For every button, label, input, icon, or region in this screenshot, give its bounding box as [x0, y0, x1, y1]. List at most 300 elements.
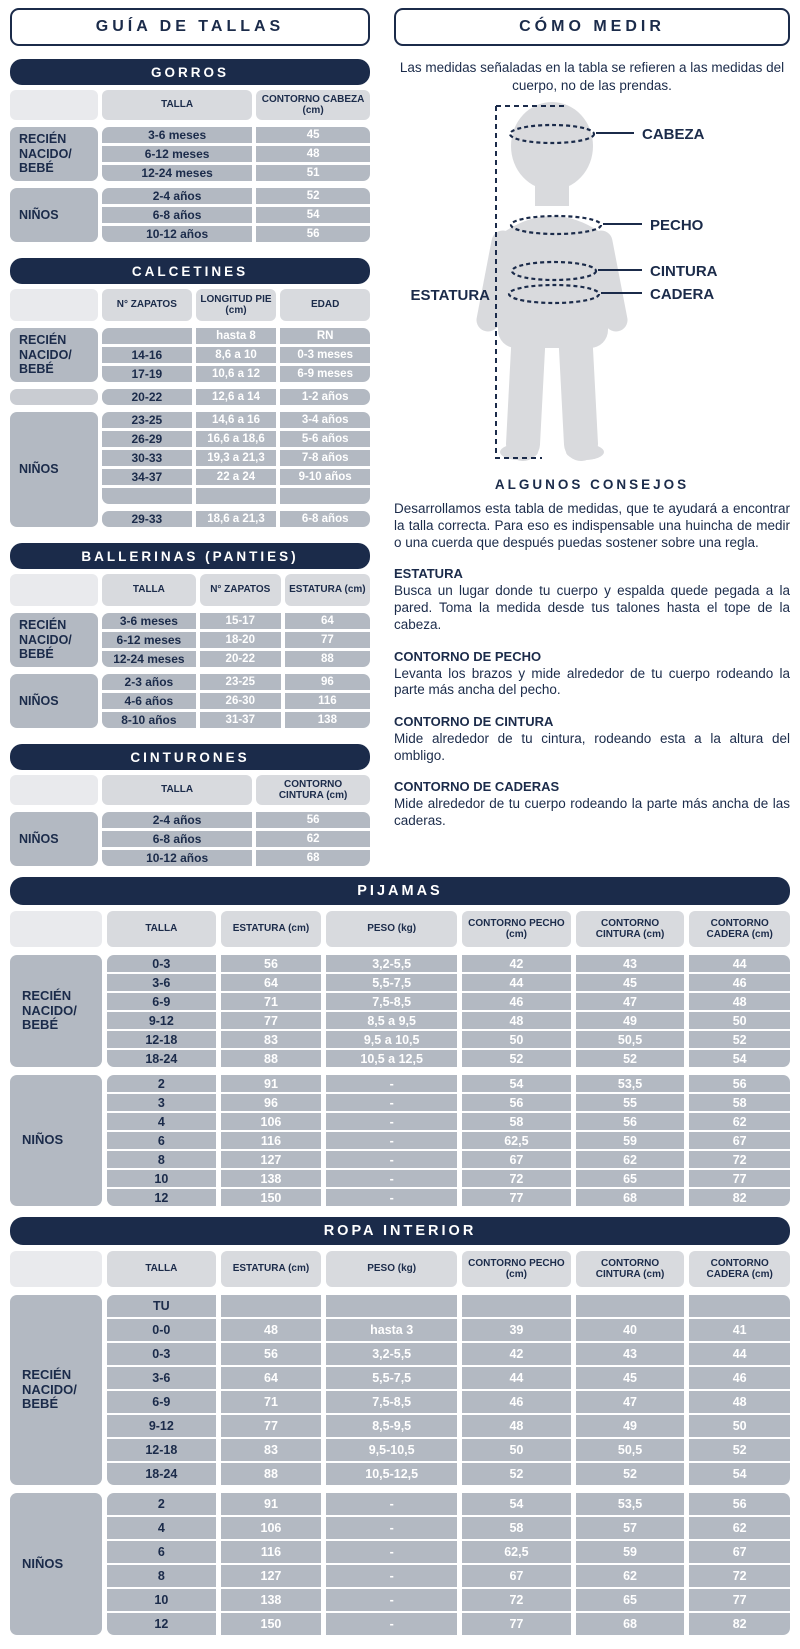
- table-cell: 18-24: [107, 1463, 216, 1485]
- table-cell: 91: [221, 1493, 322, 1515]
- table-cell: 6-8 años: [102, 207, 252, 223]
- table-columns: [10, 289, 370, 527]
- table-title-bar: GORROS: [10, 59, 370, 85]
- table-row-block: [107, 955, 790, 1067]
- table-cell: 7,5-8,5: [326, 1391, 457, 1413]
- table-cell: 8,6 a 10: [196, 347, 277, 363]
- table-row: [107, 1391, 790, 1413]
- table-header-cell: ESTATURA (cm): [285, 574, 370, 606]
- table-cell: 20-22: [200, 651, 281, 667]
- table-row: [102, 366, 370, 382]
- table-cell: 8,5-9,5: [326, 1415, 457, 1437]
- table-cell: 44: [462, 1367, 571, 1389]
- table-cell: [326, 1295, 457, 1317]
- table-header-cell: PESO (kg): [326, 1251, 457, 1287]
- table-header-row: [102, 775, 370, 805]
- tip-body: Busca un lugar donde tu cuerpo y espalda quede pegada a la pared. Toma la medida desde tus talones hasta el tope de la cabeza.: [394, 583, 790, 632]
- table-cell: 5,5-7,5: [326, 974, 457, 991]
- table-cell: 26-30: [200, 693, 281, 709]
- table-cell: 96: [285, 674, 370, 690]
- table-header-cell: CONTORNO CADERA (cm): [689, 911, 790, 947]
- table-row-block: [102, 127, 370, 181]
- table-cell: 50: [689, 1415, 790, 1437]
- waist-label: CINTURA: [650, 263, 718, 281]
- group-label-column: [10, 289, 98, 527]
- table-cell: 2: [107, 1493, 216, 1515]
- table-cell: 58: [462, 1517, 571, 1539]
- table-cell: [196, 488, 277, 504]
- row-group-label: [10, 613, 98, 667]
- table-row: [102, 693, 370, 709]
- table-row: [102, 469, 370, 485]
- table-cell: 88: [221, 1463, 322, 1485]
- table-cell: 6-8 años: [280, 511, 370, 527]
- table-cell: 68: [256, 850, 370, 866]
- table-row: [102, 812, 370, 828]
- table-cell: -: [326, 1094, 457, 1111]
- table-cell: -: [326, 1075, 457, 1092]
- table-columns: [10, 775, 370, 866]
- table-cell: 45: [576, 974, 685, 991]
- table-cell: [102, 488, 192, 504]
- table-cell: 2-4 años: [102, 812, 252, 828]
- table-cell: 67: [689, 1541, 790, 1563]
- row-group-label-text: RECIÉN NACIDO/ BEBÉ: [22, 1366, 77, 1412]
- table-cell: 52: [689, 1439, 790, 1461]
- table-cell: 150: [221, 1189, 322, 1206]
- table-row: [107, 1132, 790, 1149]
- table-cell: 72: [689, 1565, 790, 1587]
- table-cell: 116: [285, 693, 370, 709]
- table-cell: 43: [576, 955, 685, 972]
- table-cell: 29-33: [102, 511, 192, 527]
- table-cell: 62: [256, 831, 370, 847]
- table-row: [102, 632, 370, 648]
- table-cell: 64: [221, 974, 322, 991]
- table-cell: 10,5-12,5: [326, 1463, 457, 1485]
- table-cell: 83: [221, 1031, 322, 1048]
- table-cell: 62: [576, 1565, 685, 1587]
- row-group-label: [10, 127, 98, 181]
- row-group-label: [10, 812, 98, 866]
- table-cell: 0-3 meses: [280, 347, 370, 363]
- table-cell: 10-12 años: [102, 850, 252, 866]
- table-cell: 56: [689, 1493, 790, 1515]
- table-cell: 127: [221, 1151, 322, 1168]
- table-cell: 68: [576, 1613, 685, 1635]
- head-label: CABEZA: [642, 126, 705, 144]
- table-cell: 3-6 meses: [102, 127, 252, 143]
- table-cell: 14-16: [102, 347, 192, 363]
- table-row: [107, 993, 790, 1010]
- table-cell: 8: [107, 1565, 216, 1587]
- table-cell: 9,5 a 10,5: [326, 1031, 457, 1048]
- table-header-row: [102, 574, 370, 606]
- table-body-column: [102, 775, 370, 866]
- table-header-cell: TALLA: [107, 1251, 216, 1287]
- table-cell: 30-33: [102, 450, 192, 466]
- table-cell: 56: [576, 1113, 685, 1130]
- row-group-label-text: NIÑOS: [19, 207, 59, 222]
- table-cell: 52: [256, 188, 370, 204]
- table-cell: 48: [221, 1319, 322, 1341]
- tip-heading: CONTORNO DE CADERAS: [394, 779, 560, 795]
- corner-spacer-cell: [10, 1251, 102, 1287]
- table-row: [102, 207, 370, 223]
- table-cell: 43: [576, 1343, 685, 1365]
- table-header-cell: N° ZAPATOS: [102, 289, 192, 321]
- table-body-column: [107, 911, 790, 1206]
- left-tables-stack: [10, 59, 370, 866]
- table-cell: 49: [576, 1012, 685, 1029]
- table-cell: 4: [107, 1517, 216, 1539]
- table-cell: 44: [689, 955, 790, 972]
- table-cell: 3-6 meses: [102, 613, 196, 629]
- table-cell: 34-37: [102, 469, 192, 485]
- table-cell: 91: [221, 1075, 322, 1092]
- table-cell: [102, 328, 192, 344]
- table-cell: 138: [285, 712, 370, 728]
- table-cell: 67: [689, 1132, 790, 1149]
- table-row: [102, 389, 370, 405]
- table-cell: 8,5 a 9,5: [326, 1012, 457, 1029]
- table-cell: 9,5-10,5: [326, 1439, 457, 1461]
- table-header-cell: CONTORNO CINTURA (cm): [576, 911, 685, 947]
- row-group-label: [10, 1075, 102, 1206]
- table-cell: 20-22: [102, 389, 192, 405]
- table-cell: 4: [107, 1113, 216, 1130]
- table-cell: 50,5: [576, 1031, 685, 1048]
- table-cell: hasta 3: [326, 1319, 457, 1341]
- table-cell: 59: [576, 1132, 685, 1149]
- corner-spacer-cell: [10, 911, 102, 947]
- table-cell: [689, 1295, 790, 1317]
- table-cell: 64: [221, 1367, 322, 1389]
- table-cell: RN: [280, 328, 370, 344]
- table-cell: 9-12: [107, 1415, 216, 1437]
- hip-label: CADERA: [650, 286, 715, 304]
- table-cell: [576, 1295, 685, 1317]
- table-cell: 72: [462, 1589, 571, 1611]
- table-cell: 46: [689, 1367, 790, 1389]
- table-header-cell: TALLA: [102, 574, 196, 606]
- table-header-cell: CONTORNO PECHO (cm): [462, 1251, 571, 1287]
- table-row: [107, 1319, 790, 1341]
- table-header-cell: TALLA: [102, 90, 252, 120]
- table-cell: 31-37: [200, 712, 281, 728]
- table-cell: 6: [107, 1541, 216, 1563]
- table-cell: 5-6 años: [280, 431, 370, 447]
- table-row-block: [102, 412, 370, 504]
- table-title-bar: ROPA INTERIOR: [10, 1217, 790, 1245]
- table-cell: 10,5 a 12,5: [326, 1050, 457, 1067]
- row-group-label: [10, 955, 102, 1067]
- row-group-label: [10, 1493, 102, 1635]
- table-row: [107, 1031, 790, 1048]
- table-cell: -: [326, 1151, 457, 1168]
- table-cell: 54: [462, 1075, 571, 1092]
- table-cell: 77: [689, 1170, 790, 1187]
- tip-heading: CONTORNO DE CINTURA: [394, 713, 554, 729]
- measure-intro-text: Las medidas señaladas en la tabla se refieren a las medidas del cuerpo, no de las prendas.: [399, 60, 785, 93]
- row-group-label-text: RECIÉN NACIDO/ BEBÉ: [19, 132, 72, 176]
- table-cell: [462, 1295, 571, 1317]
- table-cell: 10: [107, 1589, 216, 1611]
- table-cell: -: [326, 1493, 457, 1515]
- table-cell: 3: [107, 1094, 216, 1111]
- table-cell: 3-6: [107, 974, 216, 991]
- table-cell: 44: [462, 974, 571, 991]
- table-cell: [280, 488, 370, 504]
- table-row: [107, 1050, 790, 1067]
- chest-label: PECHO: [650, 217, 704, 235]
- child-silhouette: [488, 102, 616, 460]
- table-header-cell: PESO (kg): [326, 911, 457, 947]
- table-row-block: [102, 812, 370, 866]
- row-group-label-text: RECIÉN NACIDO/ BEBÉ: [22, 987, 77, 1033]
- group-label-column: [10, 90, 98, 242]
- table-cell: -: [326, 1132, 457, 1149]
- table-cell: 10: [107, 1170, 216, 1187]
- tips-heading: ALGUNOS CONSEJOS: [494, 477, 690, 493]
- table-cell: 6-12 meses: [102, 632, 196, 648]
- table-header-cell: ESTATURA (cm): [221, 911, 322, 947]
- table-row: [107, 1151, 790, 1168]
- table-header-cell: TALLA: [107, 911, 216, 947]
- table-cell: 14,6 a 16: [196, 412, 277, 428]
- table-columns: [10, 1251, 790, 1635]
- row-group-label: [10, 389, 98, 405]
- table-cell: 2-3 años: [102, 674, 196, 690]
- table-row: [102, 226, 370, 242]
- table-cell: 50: [689, 1012, 790, 1029]
- table-cell: 50,5: [576, 1439, 685, 1461]
- table-header-row: [107, 1251, 790, 1287]
- table-cell: 23-25: [102, 412, 192, 428]
- table-columns: [10, 90, 370, 242]
- table-cell: 23-25: [200, 674, 281, 690]
- table-cell: 10,6 a 12: [196, 366, 277, 382]
- table-body-column: [102, 289, 370, 527]
- table-header-cell: CONTORNO CADERA (cm): [689, 1251, 790, 1287]
- how-to-measure-column: [394, 8, 790, 866]
- table-cell: 58: [689, 1094, 790, 1111]
- table-row: [102, 328, 370, 344]
- table-cell: TU: [107, 1295, 216, 1317]
- table-cell: 18-20: [200, 632, 281, 648]
- table-cell: 106: [221, 1517, 322, 1539]
- table-cell: 62: [689, 1113, 790, 1130]
- how-to-measure-title: [394, 8, 790, 46]
- tip-contorno-cintura: [394, 714, 790, 764]
- size-tables-column: [10, 8, 370, 866]
- table-cell: 53,5: [576, 1493, 685, 1515]
- table-cell: 48: [256, 146, 370, 162]
- table-row-block: [102, 389, 370, 405]
- table-row: [107, 1439, 790, 1461]
- table-cell: -: [326, 1613, 457, 1635]
- table-cell: -: [326, 1170, 457, 1187]
- table-header-row: [102, 289, 370, 321]
- table-cell: 3,2-5,5: [326, 955, 457, 972]
- table-cell: 41: [689, 1319, 790, 1341]
- table-cell: 8-10 años: [102, 712, 196, 728]
- table-cell: 62: [689, 1517, 790, 1539]
- table-cell: 57: [576, 1517, 685, 1539]
- pijamas-table: [10, 877, 790, 1206]
- row-group-label-text: NIÑOS: [22, 1555, 64, 1571]
- table-row-block: [107, 1295, 790, 1485]
- table-cell: 12: [107, 1613, 216, 1635]
- table-header-cell: CONTORNO CINTURA (cm): [256, 775, 370, 805]
- table-row: [107, 1517, 790, 1539]
- table-header-cell: ESTATURA (cm): [221, 1251, 322, 1287]
- table-cell: 67: [462, 1151, 571, 1168]
- table-cell: 9-10 años: [280, 469, 370, 485]
- table-columns: [10, 911, 790, 1206]
- height-label: ESTATURA: [410, 287, 490, 305]
- table-header-cell: N° ZAPATOS: [200, 574, 281, 606]
- table-cell: 45: [576, 1367, 685, 1389]
- table-cell: 9-12: [107, 1012, 216, 1029]
- table-header-cell: CONTORNO PECHO (cm): [462, 911, 571, 947]
- table-cell: 2-4 años: [102, 188, 252, 204]
- table-cell: 15-17: [200, 613, 281, 629]
- table-cell: 49: [576, 1415, 685, 1437]
- body-diagram-svg: [394, 100, 778, 468]
- table-cell: 48: [689, 993, 790, 1010]
- table-row: [102, 188, 370, 204]
- table-cell: 5,5-7,5: [326, 1367, 457, 1389]
- table-body-column: [102, 90, 370, 242]
- table-cell: 68: [576, 1189, 685, 1206]
- table-cell: 26-29: [102, 431, 192, 447]
- table-body-column: [102, 574, 370, 728]
- table-cell: 47: [576, 1391, 685, 1413]
- ropa-interior-table: [10, 1217, 790, 1635]
- table-cell: -: [326, 1541, 457, 1563]
- table-row: [102, 831, 370, 847]
- table-cell: 40: [576, 1319, 685, 1341]
- table-cell: 16,6 a 18,6: [196, 431, 277, 447]
- table-header-cell: EDAD: [280, 289, 370, 321]
- table-cell: 6-12 meses: [102, 146, 252, 162]
- table-cell: 42: [462, 955, 571, 972]
- corner-spacer-cell: [10, 90, 98, 120]
- row-group-label-text: RECIÉN NACIDO/ BEBÉ: [19, 618, 72, 662]
- table-row: [107, 1012, 790, 1029]
- table-cell: 116: [221, 1132, 322, 1149]
- table-cell: 65: [576, 1589, 685, 1611]
- table-cell: 83: [221, 1439, 322, 1461]
- table-cell: 53,5: [576, 1075, 685, 1092]
- table-cell: 138: [221, 1170, 322, 1187]
- table-cell: 58: [462, 1113, 571, 1130]
- table-row: [102, 850, 370, 866]
- table-row: [107, 1170, 790, 1187]
- table-cell: 96: [221, 1094, 322, 1111]
- table-row: [102, 127, 370, 143]
- table-cell: 77: [462, 1189, 571, 1206]
- table-title-bar: BALLERINAS (PANTIES): [10, 543, 370, 569]
- table-header-row: [107, 911, 790, 947]
- group-label-column: [10, 1251, 102, 1635]
- tip-contorno-pecho: [394, 649, 790, 699]
- table-cell: 56: [462, 1094, 571, 1111]
- table-cell: 1-2 años: [280, 389, 370, 405]
- table-cell: 88: [285, 651, 370, 667]
- corner-spacer-cell: [10, 775, 98, 805]
- table-cell: 2: [107, 1075, 216, 1092]
- table-cell: 56: [256, 812, 370, 828]
- tip-body: Levanta los brazos y mide alrededor de tu cuerpo rodeando la parte más ancha del pecho.: [394, 665, 790, 698]
- table-cell: 88: [221, 1050, 322, 1067]
- table-cell: 8: [107, 1151, 216, 1168]
- table-cell: 12-18: [107, 1439, 216, 1461]
- table-cell: 42: [462, 1343, 571, 1365]
- calcetines-table: [10, 258, 370, 527]
- table-cell: 6-8 años: [102, 831, 252, 847]
- table-row: [107, 1295, 790, 1317]
- table-cell: 48: [462, 1415, 571, 1437]
- table-cell: 12: [107, 1189, 216, 1206]
- table-row: [102, 431, 370, 447]
- table-cell: [221, 1295, 322, 1317]
- row-group-label-text: NIÑOS: [19, 693, 59, 708]
- row-group-label-text: RECIÉN NACIDO/ BEBÉ: [19, 333, 72, 377]
- table-cell: 44: [689, 1343, 790, 1365]
- table-body-column: [107, 1251, 790, 1635]
- table-cell: 12-18: [107, 1031, 216, 1048]
- top-section: [10, 8, 790, 866]
- corner-spacer-cell: [10, 574, 98, 606]
- table-cell: 3-6: [107, 1367, 216, 1389]
- table-columns: [10, 574, 370, 728]
- table-row-block: [102, 674, 370, 728]
- group-label-column: [10, 911, 102, 1206]
- table-cell: 77: [462, 1613, 571, 1635]
- table-row: [107, 955, 790, 972]
- table-cell: 3-4 años: [280, 412, 370, 428]
- table-row: [107, 1589, 790, 1611]
- table-row-block: [102, 613, 370, 667]
- table-cell: 7-8 años: [280, 450, 370, 466]
- table-cell: 50: [462, 1031, 571, 1048]
- table-cell: 12-24 meses: [102, 651, 196, 667]
- table-cell: 71: [221, 1391, 322, 1413]
- size-guide-title-text: GUÍA DE TALLAS: [95, 18, 285, 35]
- table-row: [102, 146, 370, 162]
- table-cell: 72: [462, 1170, 571, 1187]
- table-header-cell: CONTORNO CABEZA (cm): [256, 90, 370, 120]
- table-cell: 82: [689, 1189, 790, 1206]
- table-cell: 10-12 años: [102, 226, 252, 242]
- table-row-block: [107, 1075, 790, 1206]
- table-cell: 47: [576, 993, 685, 1010]
- table-row: [107, 1343, 790, 1365]
- table-cell: 50: [462, 1439, 571, 1461]
- table-row-block: [102, 511, 370, 527]
- table-row-block: [102, 328, 370, 382]
- table-cell: 150: [221, 1613, 322, 1635]
- table-row: [102, 165, 370, 181]
- cinturones-table: [10, 744, 370, 866]
- table-cell: 77: [285, 632, 370, 648]
- table-row: [102, 450, 370, 466]
- row-group-label: [10, 412, 98, 527]
- table-row: [107, 1189, 790, 1206]
- table-cell: 7,5-8,5: [326, 993, 457, 1010]
